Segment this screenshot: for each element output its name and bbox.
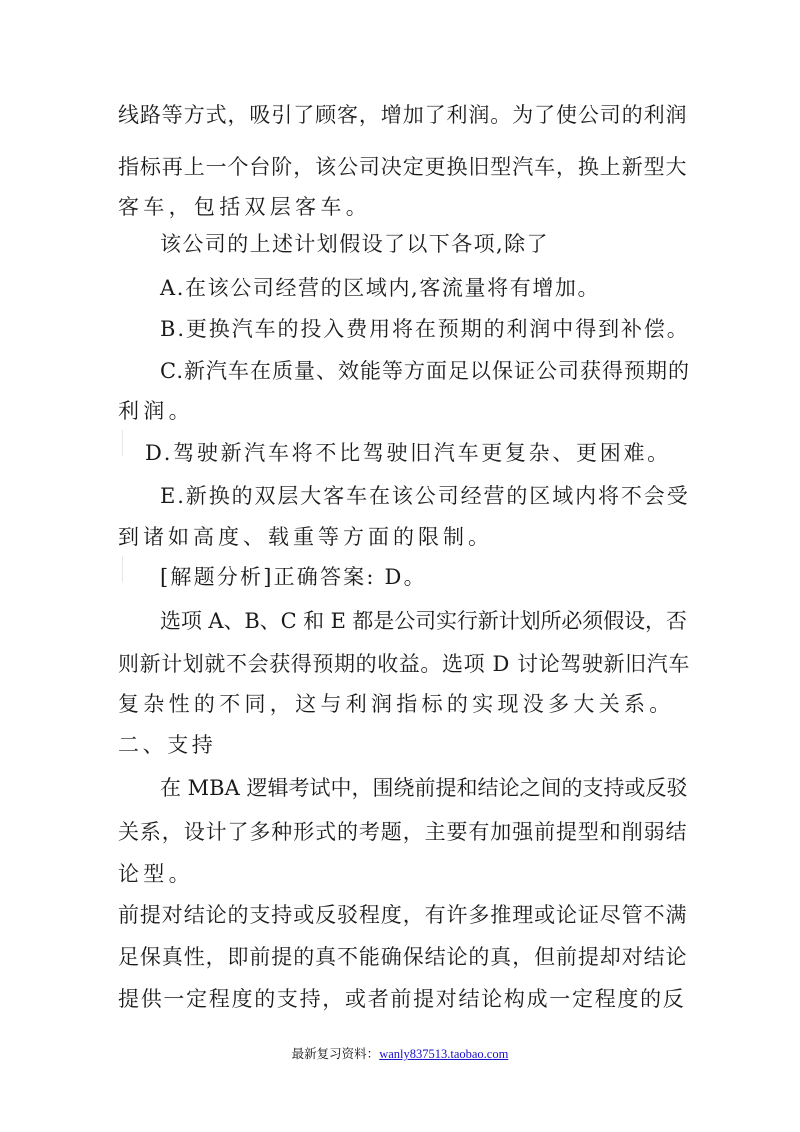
- page-footer: [0, 1048, 800, 1061]
- left-margin-mark: [122, 430, 123, 456]
- text-line: A.在该公司经营的区域内,客流量将有增加。: [160, 276, 601, 300]
- text-line: E.新换的双层大客车在该公司经营的区域内将不会受: [160, 484, 690, 508]
- text-line: 论型。: [118, 862, 194, 886]
- text-line: 客车，包括双层客车。: [118, 195, 371, 219]
- text-line: D.驾驶新汽车将不比驾驶旧汽车更复杂、更困难。: [145, 441, 671, 465]
- text-line: 到诸如高度、载重等方面的限制。: [118, 525, 493, 549]
- text-line: 在 MBA 逻辑考试中，围绕前提和结论之间的支持或反驳: [160, 776, 688, 800]
- text-line: C.新汽车在质量、效能等方面足以保证公司获得预期的: [160, 359, 690, 383]
- text-line: 线路等方式，吸引了顾客，增加了利润。为了使公司的利润: [118, 103, 688, 127]
- text-line: 关系，设计了多种形式的考题，主要有加强前提型和削弱结: [118, 820, 688, 844]
- text-line: 该公司的上述计划假设了以下各项,除了: [160, 232, 549, 256]
- footer-link[interactable]: wanly837513.taobao.com: [379, 1047, 509, 1061]
- text-line: 足保真性，即前提的真不能确保结论的真，但前提却对结论: [118, 945, 688, 969]
- section-heading: 二、支持: [118, 733, 217, 757]
- text-line: 则新计划就不会获得预期的收益。选项 D 讨论驾驶新旧汽车: [118, 652, 690, 676]
- text-line: 选项 A、B、C 和 E 都是公司实行新计划所必须假设，否: [160, 609, 687, 633]
- text-line: 指标再上一个台阶，该公司决定更换旧型汽车，换上新型大: [118, 155, 688, 179]
- text-line: B.更换汽车的投入费用将在预期的利润中得到补偿。: [160, 317, 690, 341]
- text-line: 利润。: [118, 399, 194, 423]
- footer-label: 最新复习资料：: [291, 1047, 380, 1061]
- left-margin-mark: [122, 556, 123, 582]
- text-line: 前提对结论的支持或反驳程度，有许多推理或论证尽管不满: [118, 903, 688, 927]
- answer-line: [解题分析]正确答案: D。: [160, 565, 427, 589]
- text-line: 复杂性的不同，这与利润指标的实现没多大关系。: [118, 692, 675, 716]
- text-line: 提供一定程度的支持，或者前提对结论构成一定程度的反: [118, 987, 686, 1011]
